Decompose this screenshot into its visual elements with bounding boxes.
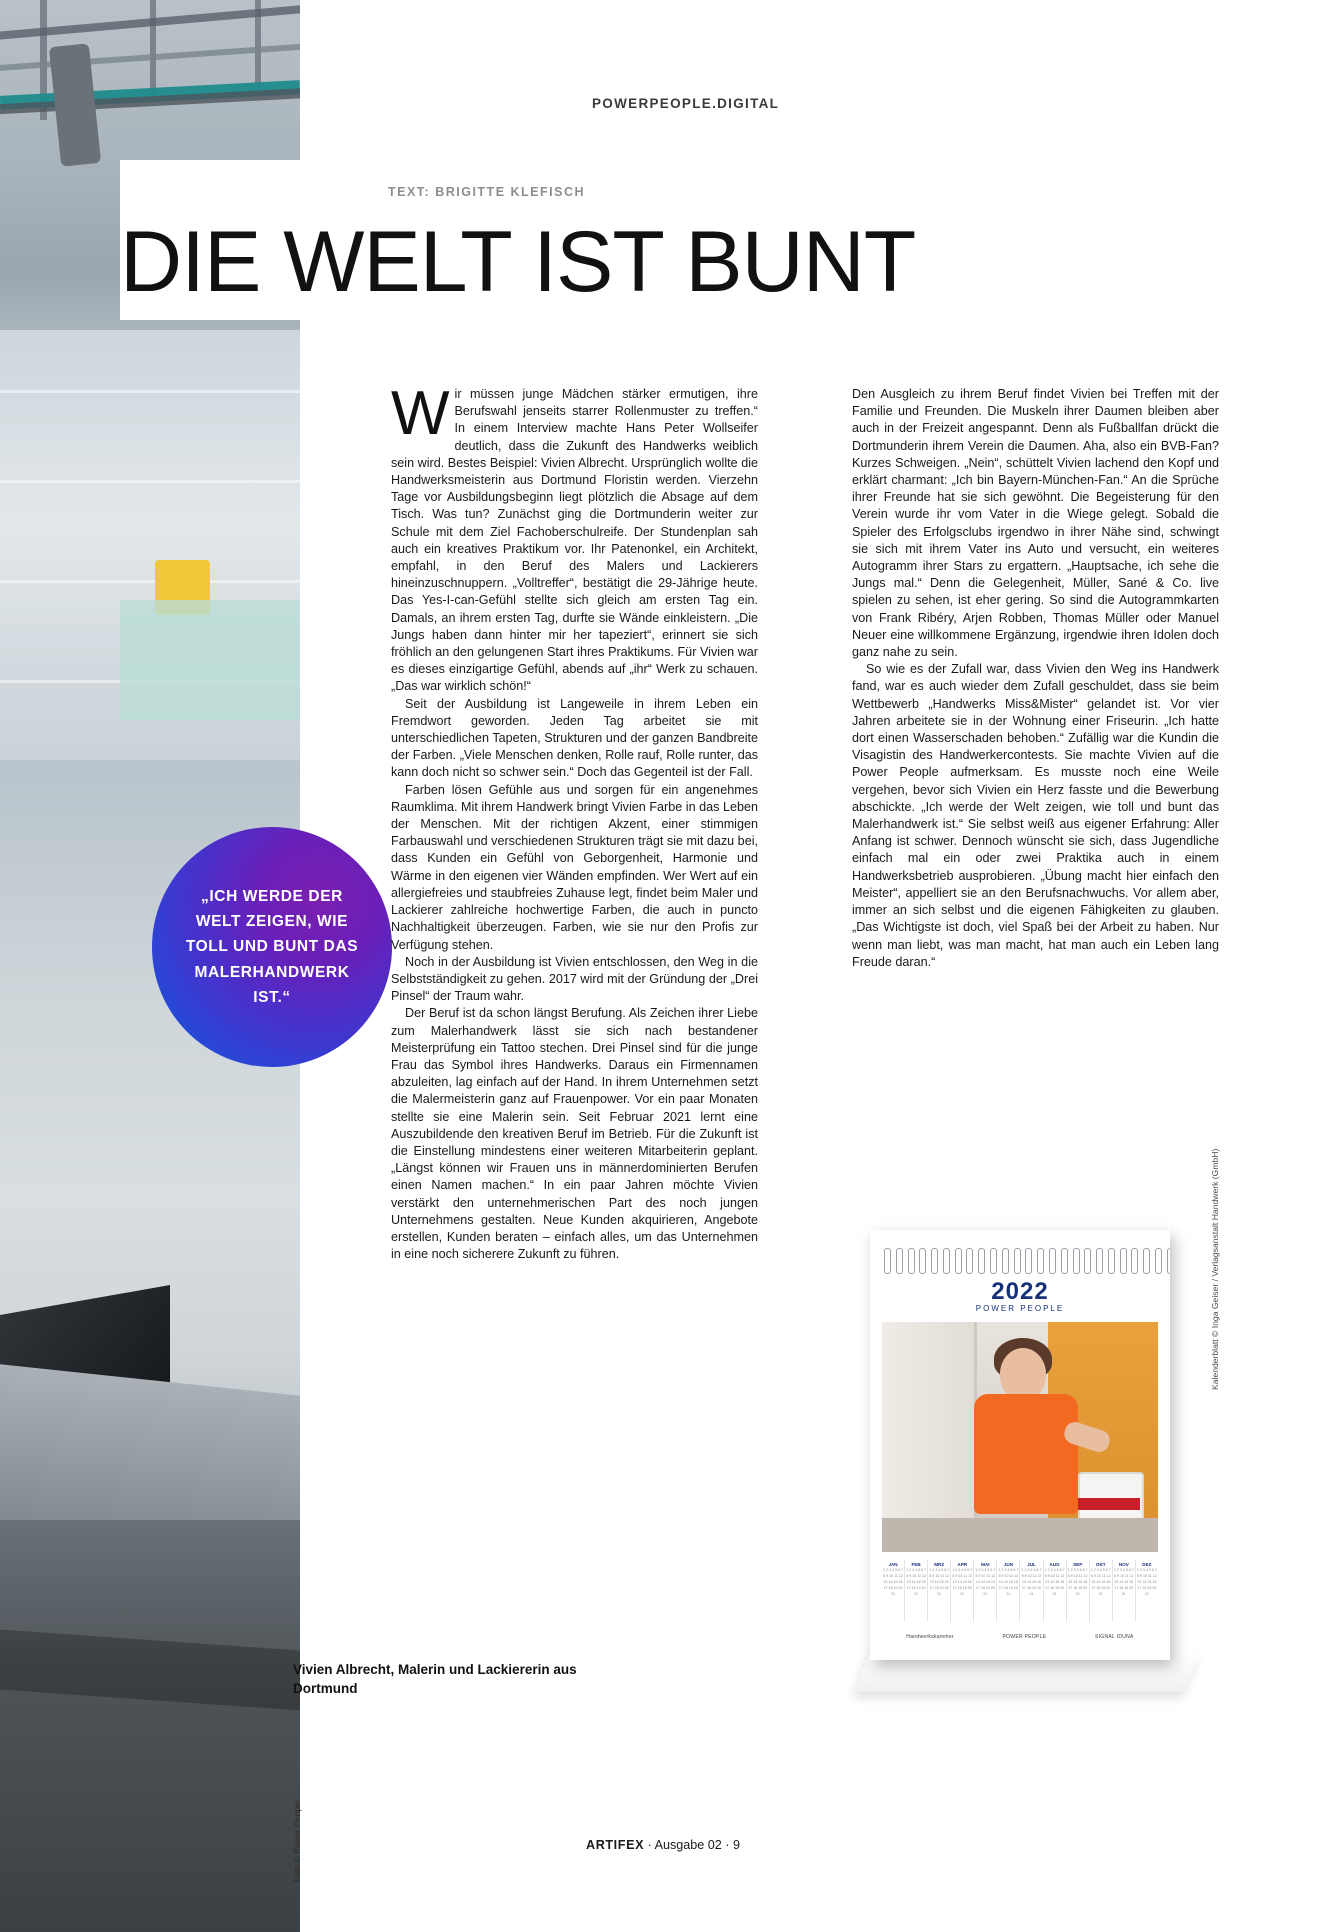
footer-issue: · Ausgabe 02 · 9	[647, 1838, 740, 1852]
footer-brand: ARTIFEX	[586, 1838, 645, 1852]
photo-pillar	[150, 0, 156, 100]
sponsor-logo: Handwerkskammer	[906, 1634, 954, 1640]
calendar-image	[862, 1200, 1192, 1700]
paragraph: Der Beruf ist da schon längst Berufung. Als Zeichen ihrer Liebe zum Malerhandwerk lässt sie sich nach bestandener Meisterprüfung ein Tattoo stechen. Drei Pinsel sind für die junge Frau das Symbol ihres Handwerks. Daraus ein Firmennamen abzuleiten, lag einfach auf der Hand. In ihrem Unternehmen setzt die Malermeisterin ganz auf Frauenpower. Vor ein paar Monaten stellte sie eine Malerin sein. Seit Februar 2021 lernt eine Auszubildende den kreativen Beruf im Betrieb. Für die Zukunft ist die Einstellung mindestens einer weiteren Mitarbeiterin geplant. „Längst können wir Frauen uns in männerdominierten Berufen einen Namen machen.“ In ein paar Jahren möchte Vivien verstärkt den unternehmerischen Part des noch jungen Unternehmens gestalten. Neue Kunden akquirieren, Angebote erstellen, Kunden beraten – einfach alles, um das Unternehmen in eine noch sicherere Zukunft zu führen.	[391, 1006, 758, 1262]
calendar-month: AUG 1 2 3 4 5 6 7 8 9 10 11 12 13 14 15 16 17 18 19 20 21	[1043, 1560, 1066, 1622]
calendar-month: MAI 1 2 3 4 5 6 7 8 9 10 11 12 13 14 15 16 17 18 19 20 21	[973, 1560, 996, 1622]
body-column-right	[852, 386, 1219, 971]
paragraph: Wir müssen junge Mädchen stärker ermutigen, ihre Berufswahl jenseits starrer Rollenmuster zu treffen.“ In einem Interview machte Hans Peter Wollseifer deutlich, dass die Zukunft des Handwerks weiblich sein wird. Bestes Beispiel: Vivien Albrecht. Ursprünglich wollte die Handwerksmeisterin aus Dortmund Floristin werden. Vierzehn Tage vor Ausbildungsbeginn liegt plötzlich die Absage auf dem Tisch. Was tun? Zunächst ging die Dortmunderin weiter zur Schule mit dem Ziel Fachoberschulreife. Der Stundenplan sah auch ein kreatives Praktikum vor. Ihr Patenonkel, ein Architekt, empfahl, in den Beruf des Malers und Lackierers hineinzuschnuppern. „Volltreffer“, bestätigt die 29-Jährige heute. Das Yes-I-can-Gefühl stellte sich gleich am ersten Tag ein. Damals, an ihrem ersten Tag, durfte sie Wände einkleistern. „Die Jungs haben dann hinter mir her tapeziert“, erinnert sie sich fröhlich an den gelungenen Start ihres Praktikums. Für Vivien war es dieses einzigartige Gefühl, abends auf „ihr“ Werk zu schauen. „Das war wirklich schön!“	[391, 379, 758, 694]
sponsor-logo: POWER PEOPLE	[1002, 1634, 1047, 1640]
page-footer	[0, 1838, 1326, 1852]
paragraph: So wie es der Zufall war, dass Vivien den Weg ins Handwerk fand, war es auch wieder dem Zufall geschuldet, dass sie beim Wettbewerb „Handwerks Miss&Mister“ gelandet ist. Vor vier Jahren arbeitete sie in der Wohnung einer Friseurin. „Ich hatte dort einen Wasserschaden behoben.“ Zufällig war die Kundin die Visagistin des Handwerkercontests. Sie machte Vivien auf die Power People aufmerksam. Es musste noch eine Weile vergehen, bevor sich Vivien ein Herz fasste und die Bewerbung abschickte. „Ich werde der Welt zeigen, wie toll und bunt das Malerhandwerk ist.“ Sie selbst weiß aus eigener Erfahrung: Aller Anfang ist schwer. Dennoch wünscht sie sich, dass Jugendliche einfach mal ein oder zwei Praktika auch in einem Handwerksbetrieb ausprobieren. „Übung macht hier einfach den Meister“, appelliert sie an den Berufsnachwuchs. Vor allem aber, immer an sich selbst und die eigenen Fähigkeiten zu glauben. „Das Wichtigste ist doch, viel Spaß bei der Arbeit zu haben. Nur wenn man liebt, was man macht, hat man auch ein Leben lang Freude daran.“	[852, 662, 1219, 969]
calendar-month: NOV 1 2 3 4 5 6 7 8 9 10 11 12 13 14 15 16 17 18 19 20 21	[1112, 1560, 1135, 1622]
body-column-left	[391, 379, 758, 1263]
paragraph: Noch in der Ausbildung ist Vivien entschlossen, den Weg in die Selbstständigkeit zu gehen. 2017 wird mit der Gründung der „Drei Pinsel“ der Traum wahr.	[391, 954, 758, 1004]
headline-band	[120, 210, 1210, 320]
calendar-month: JAN 1 2 3 4 5 6 7 8 9 10 11 12 13 14 15 16 17 18 19 20 21	[883, 1562, 904, 1596]
calendar-month-grid	[882, 1560, 1158, 1622]
calendar-month: MRZ 1 2 3 4 5 6 7 8 9 10 11 12 13 14 15 16 17 18 19 20 21	[927, 1560, 950, 1622]
kicker-label: POWERPEOPLE.DIGITAL	[592, 96, 780, 111]
headline-white-band	[120, 160, 1210, 212]
photo-credit-right: Kalenderblatt © Inga Geiser / Verlagsanstalt Handwerk (GmbH)	[1210, 1148, 1220, 1390]
calendar-portrait-photo	[882, 1322, 1158, 1552]
paragraph: Den Ausgleich zu ihrem Beruf findet Vivien bei Treffen mit der Familie und Freunden. Die Muskeln ihrer Daumen bleiben aber auch in der Freizeit angespannt. Denn als Fußballfan drückt die Dortmunderin ihrem Verein die Daumen. Aha, also ein BVB-Fan? Kurzes Schweigen. „Nein“, schüttelt Vivien lachend den Kopf und erklärt charmant: „Ich bin Bayern-München-Fan.“ An die Sprüche ihrer Freunde hat sie sich gewöhnt. Die Begeisterung für den Verein wurde ihr vom Vater in die Wiege gelegt. Sobald die Spieler des Erfolgsclubs irgendwo in ihrer Nähe sind, schwingt sie sich mit ihrem Vater ins Auto und versucht, ein weiteres Autogramm ihrer Stars zu ergattern. „Hauptsache, ich sehe die Jungs mal.“ Denn die Gelegenheit, Müller, Sané & Co. live spielen zu sehen, ist eher gering. So sind die Autogrammkarten von Frank Ribéry, Arjen Robben, Thomas Müller oder Manuel Neuer eine willkommene Ergänzung, irgendwie ihren Idolen doch ganz nahe zu sein.	[852, 387, 1219, 660]
calendar-month: APR 1 2 3 4 5 6 7 8 9 10 11 12 13 14 15 16 17 18 19 20 21	[950, 1560, 973, 1622]
calendar-month: JUL 1 2 3 4 5 6 7 8 9 10 11 12 13 14 15 16 17 18 19 20 21	[1019, 1560, 1042, 1622]
photo-mint-block	[120, 600, 300, 720]
sponsor-logo: SIGNAL IDUNA	[1094, 1634, 1134, 1640]
photo-floor	[0, 1520, 300, 1932]
calendar-sponsor-logos	[882, 1626, 1158, 1648]
photo-credit-left: Foto © Power People	[292, 1800, 302, 1882]
calendar-month: SEP 1 2 3 4 5 6 7 8 9 10 11 12 13 14 15 16 17 18 19 20 21	[1066, 1560, 1089, 1622]
calendar-month: FEB 1 2 3 4 5 6 7 8 9 10 11 12 13 14 15 16 17 18 19 20 21	[904, 1560, 927, 1622]
calendar-year: 2022	[991, 1278, 1049, 1305]
pull-quote-text: „ICH WERDE DER WELT ZEIGEN, WIE TOLL UND BUNT DAS MALERHANDWERK IST.“	[185, 888, 359, 1006]
calendar-month: DEZ 1 2 3 4 5 6 7 8 9 10 11 12 13 14 15 16 17 18 19 20 21	[1135, 1560, 1158, 1622]
calendar-month: JUN 1 2 3 4 5 6 7 8 9 10 11 12 13 14 15 16 17 18 19 20 21	[996, 1560, 1019, 1622]
paragraph: Farben lösen Gefühle aus und sorgen für ein angenehmes Raumklima. Mit ihrem Handwerk bringt Vivien Farbe in das Leben der Menschen. Mit der richtigen Akzent, einer stimmigen Farbauswahl und verschiedenen Strukturen trägt sie mit dazu bei, dass Kunden ein Gefühl von Geborgenheit, Harmonie und Wärme in den eigenen vier Wänden empfinden. Wer Wert auf ein allergiefreies und staubfreies Zuhause legt, findet beim Maler und Lackierer zahlreiche hochwertige Farben, die auch in puncto Nachhaltigkeit überzeugen. Farben, wie sie nur den Profis zur Verfügung stehen.	[391, 782, 758, 952]
drop-cap: W	[391, 379, 450, 448]
calendar-spiral-binding	[884, 1248, 1170, 1270]
calendar-page	[870, 1230, 1170, 1660]
calendar-month: OKT 1 2 3 4 5 6 7 8 9 10 11 12 13 14 15 16 17 18 19 20 21	[1089, 1560, 1112, 1622]
image-caption: Vivien Albrecht, Malerin und Lackiererin aus Dortmund	[293, 1662, 577, 1696]
page-title: DIE WELT IST BUNT	[120, 214, 916, 310]
calendar-brand: POWER PEOPLE	[975, 1304, 1065, 1313]
byline-label: TEXT: BRIGITTE KLEFISCH	[388, 185, 585, 199]
pull-quote-badge	[152, 827, 392, 1067]
paragraph: Seit der Ausbildung ist Langeweile in ihrem Leben ein Fremdwort geworden. Jeden Tag arbeitet sie mit unterschiedlichen Tapeten, Strukturen und der ganzen Bandbreite der Farben. „Viele Menschen denken, Rolle rauf, Rolle runter, das kann doch nicht so schwer sein.“ Doch das Gegenteil ist der Fall.	[391, 696, 758, 780]
